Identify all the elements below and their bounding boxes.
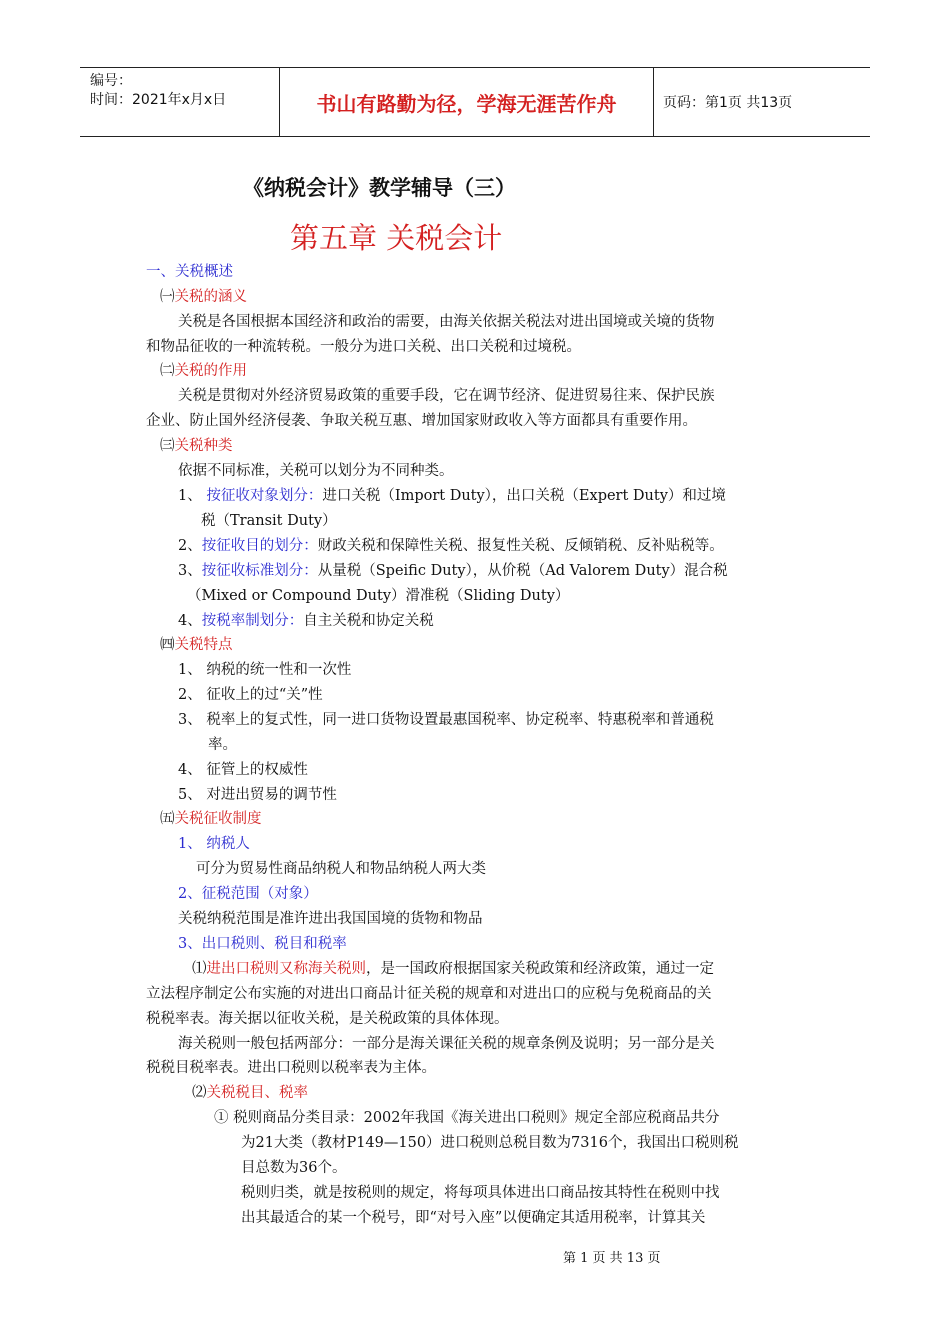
subsection-heading [160,635,233,655]
chapter-title: 第五章 关税会计 [290,221,503,255]
header-meta [80,68,280,136]
code-label: 编号： [90,73,132,89]
paragraph-line: 税（Transit Duty） [201,513,337,529]
paragraph-line: 为21大类（教材P149—150）进口税则总税目数为7316个，我国出口税则税 [241,1135,739,1151]
list-number: 3、 [178,563,202,579]
term-highlight: 进出口税则又称海关税则 [206,961,366,977]
item-heading-text: 关税税目、税率 [206,1085,308,1101]
paragraph-line: 立法程序制定公布实施的对进出口商品计征关税的规章和对进出口的应税与免税商品的关 [146,986,712,1002]
subsection-marker: ㈣ [160,637,175,653]
list-number: 4、 [178,613,202,629]
paragraph-line: 税税率表。海关据以征收关税，是关税政策的具体体现。 [146,1011,509,1027]
paragraph-line: 目总数为36个。 [241,1160,347,1176]
paragraph-text: ，是一国政府根据国家关税政策和经济政策，通过一定 [366,961,714,977]
list-item [178,536,724,556]
list-text: 进口关税（Import Duty），出口关税（Expert Duty）和过境 [322,488,726,504]
motto: 书山有路勤为径，学海无涯苦作舟 [280,68,654,136]
page-info: 页码：第1页 共13页 [663,95,793,111]
paragraph-line: 海关税则一般包括两部分：一部分是海关课征关税的规章条例及说明；另一部分是关 [178,1036,715,1052]
item-heading [178,934,347,954]
paragraph-line: 关税纳税范围是准许进出我国国境的货物和物品 [178,911,483,927]
header-table [80,67,870,137]
page-footer: 第 1 页 共 13 页 [563,1251,661,1266]
paragraph-line: 可分为贸易性商品纳税人和物品纳税人两大类 [196,861,486,877]
paragraph-line: 企业、防止国外经济侵袭、争取关税互惠、增加国家财政收入等方面都具有重要作用。 [146,413,697,429]
list-text: 财政关税和保障性关税、报复性关税、反倾销税、反补贴税等。 [317,538,724,554]
list-item: 2、 征收上的过“关”性 [178,687,323,703]
list-item [178,561,728,581]
list-term: 按征收对象划分： [206,488,323,504]
paragraph-line: 和物品征收的一种流转税。一般分为进口关税、出口关税和过境税。 [146,339,581,355]
list-item: 3、 税率上的复式性，同一进口货物设置最惠国税率、协定税率、特惠税率和普通税 [178,712,714,728]
list-number: 2、 [178,538,202,554]
subsection-heading [160,361,247,381]
item-heading-text: 3、出口税则、税目和税率 [178,936,347,952]
list-text: 从量税（Speific Duty），从价税（Ad Valorem Duty）混合税 [317,563,728,579]
item-heading [192,1083,308,1103]
paragraph-line: 税税目税率表。进出口税则以税率表为主体。 [146,1060,436,1076]
list-term: 按征收标准划分： [201,563,318,579]
list-item: 1、 纳税的统一性和一次性 [178,662,352,678]
item-heading-text: 1、 纳税人 [178,836,250,852]
subsection-marker: ㈢ [160,438,175,454]
subsection-title: 关税的作用 [174,363,247,379]
section-heading-text: 一、关税概述 [146,264,233,280]
paren-marker: ⑴ [192,961,207,977]
list-item: 4、 征管上的权威性 [178,762,308,778]
subsection-heading [160,436,233,456]
subsection-marker: ㈠ [160,289,175,305]
subsection-title: 关税征收制度 [174,811,262,827]
list-text: 自主关税和协定关税 [303,613,434,629]
document-title: 《纳税会计》教学辅导（三） [243,176,516,200]
paragraph-line: 税则归类，就是按税则的规定，将每项具体进出口商品按其特性在税则中找 [241,1185,720,1201]
list-item: ① 税则商品分类目录：2002年我国《海关进出口税则》规定全部应税商品共分 [214,1110,720,1126]
list-term: 按征收目的划分： [201,538,318,554]
list-number: 1、 [178,488,207,504]
subsection-marker: ㈤ [160,811,175,827]
subsection-title: 关税特点 [174,637,233,653]
paren-marker: ⑵ [192,1085,207,1101]
section-heading [146,262,233,282]
item-heading-text: 2、征税范围（对象） [178,886,318,902]
list-item: 5、 对进出贸易的调节性 [178,787,337,803]
subsection-marker: ㈡ [160,363,175,379]
subsection-heading [160,809,262,829]
paragraph-line [192,959,714,979]
paragraph-line: 依据不同标准，关税可以划分为不同种类。 [178,463,454,479]
subsection-title: 关税种类 [174,438,233,454]
paragraph-line: 关税是各国根据本国经济和政治的需要，由海关依据关税法对进出国境或关境的货物 [178,314,715,330]
date-label: 时间：2021年x月x日 [90,92,227,108]
paragraph-line: 关税是贯彻对外经济贸易政策的重要手段，它在调节经济、促进贸易往来、保护民族 [178,388,715,404]
paragraph-line: 出其最适合的某一个税号，即“对号入座”以便确定其适用税率，计算其关 [241,1210,706,1226]
subsection-heading [160,287,247,307]
list-item [178,486,726,506]
item-heading [178,884,318,904]
item-heading [178,834,250,854]
list-item [178,611,434,631]
subsection-title: 关税的涵义 [174,289,247,305]
paragraph-line: （Mixed or Compound Duty）滑准税（Sliding Duty） [187,588,570,604]
paragraph-line: 率。 [208,737,237,753]
list-term: 按税率制划分： [201,613,304,629]
